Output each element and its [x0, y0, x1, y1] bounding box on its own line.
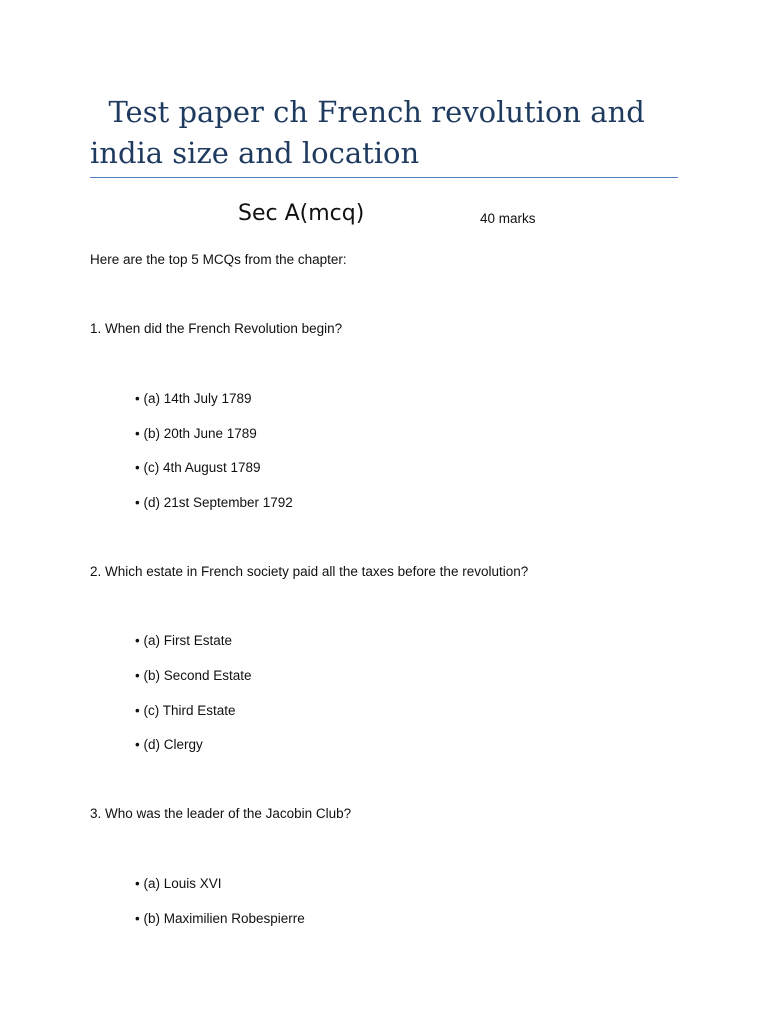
question-1-option-a: • (a) 14th July 1789 [135, 391, 252, 406]
page-title: Test paper ch French revolution and india size and location [90, 95, 655, 170]
question-2: 2. Which estate in French society paid all the taxes before the revolution? [90, 564, 529, 579]
question-1-option-c: • (c) 4th August 1789 [135, 460, 261, 475]
intro-text: Here are the top 5 MCQs from the chapter: [90, 252, 347, 267]
section-heading: Sec A(mcq) [238, 201, 365, 226]
question-1-option-d: • (d) 21st September 1792 [135, 495, 293, 510]
question-1: 1. When did the French Revolution begin? [90, 321, 343, 336]
question-2-option-c: • (c) Third Estate [135, 703, 236, 718]
question-3-option-a: • (a) Louis XVI [135, 876, 222, 891]
question-1-option-b: • (b) 20th June 1789 [135, 426, 257, 441]
question-2-option-a: • (a) First Estate [135, 633, 232, 648]
question-3: 3. Who was the leader of the Jacobin Club? [90, 806, 352, 821]
question-2-option-d: • (d) Clergy [135, 737, 203, 752]
question-2-option-b: • (b) Second Estate [135, 668, 252, 683]
title-divider [90, 177, 678, 178]
question-3-option-b: • (b) Maximilien Robespierre [135, 911, 305, 926]
marks-label: 40 marks [480, 211, 536, 226]
